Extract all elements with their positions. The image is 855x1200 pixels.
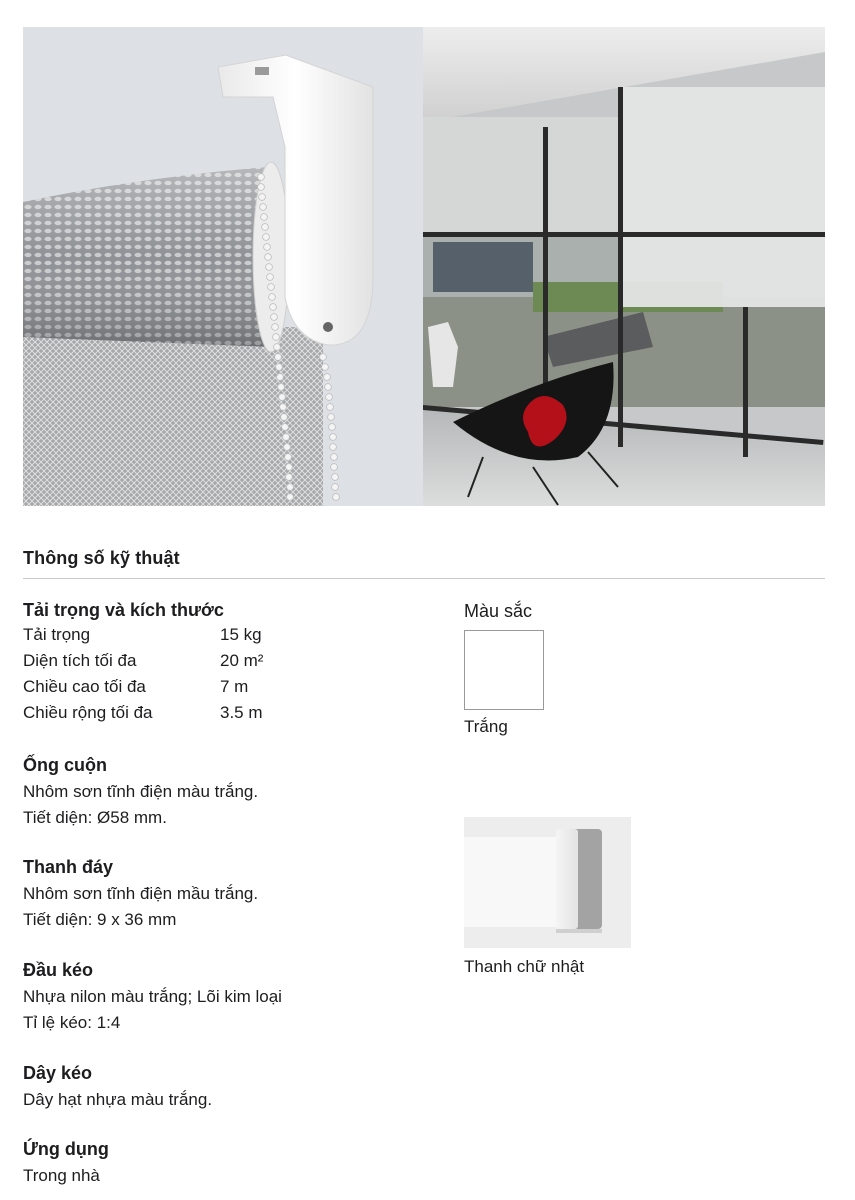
color-swatch-white xyxy=(464,630,544,710)
cord-line-1: Dây hạt nhựa màu trắng. xyxy=(23,1090,213,1109)
spec-label: Diện tích tối đa xyxy=(23,651,137,670)
bottom-bar-line-1: Nhôm sơn tĩnh điện mầu trắng. xyxy=(23,884,259,903)
cord-heading: Dây kéo xyxy=(23,1063,93,1083)
tube-heading: Ống cuộn xyxy=(23,755,107,775)
roller-bracket-photo xyxy=(23,27,423,506)
pull-head-line-1: Nhựa nilon màu trắng; Lõi kim loại xyxy=(23,987,282,1006)
spec-label: Chiều rộng tối đa xyxy=(23,703,153,722)
tube-line-1: Nhôm sơn tĩnh điện màu trắng. xyxy=(23,782,259,801)
spec-label: Chiều cao tối đa xyxy=(23,677,146,696)
spec-value: 3.5 m xyxy=(220,703,263,722)
load-size-heading: Tải trọng và kích thước xyxy=(23,600,224,620)
application-heading: Ứng dụng xyxy=(23,1139,109,1159)
spec-value: 15 kg xyxy=(220,625,262,644)
hero-image xyxy=(23,27,825,506)
spec-value: 7 m xyxy=(220,677,249,696)
rectangular-bar-image xyxy=(464,817,631,948)
color-swatch-label: Trắng xyxy=(464,717,508,736)
bar-shape-label: Thanh chữ nhật xyxy=(464,957,585,976)
pull-head-heading: Đầu kéo xyxy=(23,960,94,980)
section-title: Thông số kỹ thuật xyxy=(23,548,180,568)
tube-line-2: Tiết diện: Ø58 mm. xyxy=(23,808,167,827)
section-divider xyxy=(23,578,825,579)
pull-head-line-2: Tỉ lệ kéo: 1:4 xyxy=(23,1013,121,1032)
spec-label: Tải trọng xyxy=(23,625,91,644)
bottom-bar-heading: Thanh đáy xyxy=(23,857,114,877)
interior-room-photo xyxy=(423,27,825,506)
application-line-1: Trong nhà xyxy=(23,1166,100,1185)
bottom-bar-line-2: Tiết diện: 9 x 36 mm xyxy=(23,910,177,929)
spec-value: 20 m² xyxy=(220,651,264,670)
interior-room-illustration xyxy=(423,27,825,506)
rectangular-bar-illustration xyxy=(464,817,631,948)
roller-bracket-illustration xyxy=(23,27,423,506)
color-heading: Màu sắc xyxy=(464,601,533,621)
